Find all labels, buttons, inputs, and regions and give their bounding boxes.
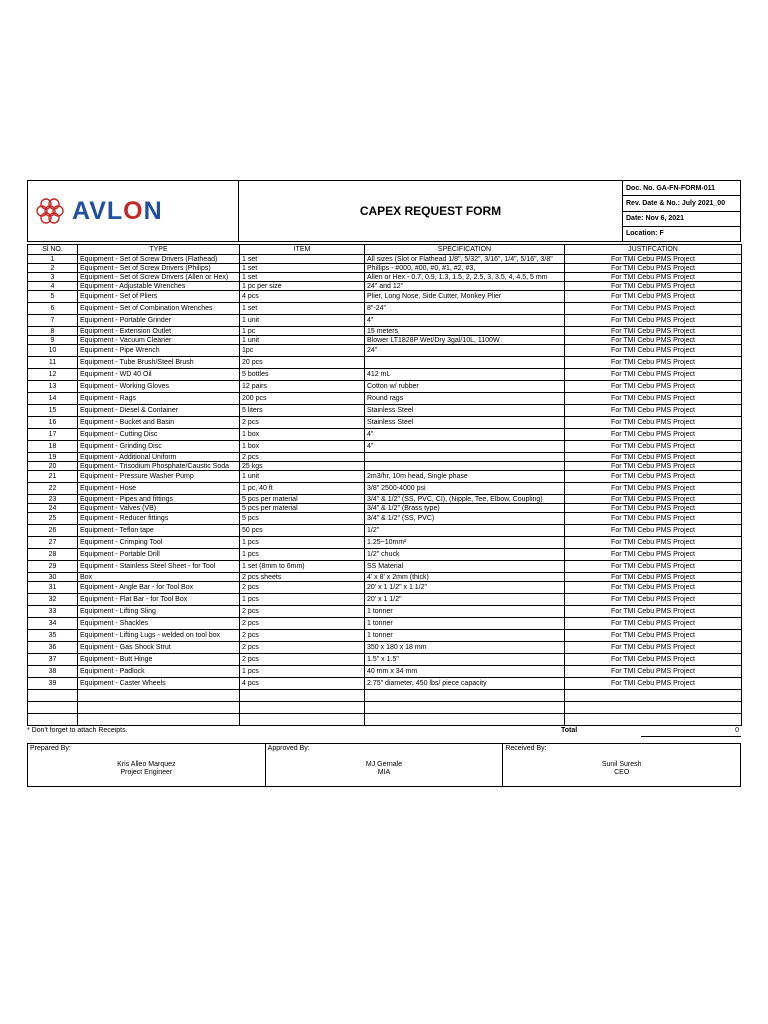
cell-justification: For TMI Cebu PMS Project [565,618,742,630]
cell-type: Equipment - Angle Bar - for Tool Box [78,582,240,594]
location: Location: F [626,230,664,238]
blank-row [28,690,742,702]
cell-specification: 40 mm x 34 mm [365,666,565,678]
cell-sl-no: 13 [28,381,78,393]
form-header [27,180,741,242]
cell-specification: Blower LT1828P Wet/Dry 3gal/10L, 1100W [365,336,565,345]
table-row [28,462,742,471]
cell-type: Equipment - Portable Drill [78,549,240,561]
cell-justification: For TMI Cebu PMS Project [565,405,742,417]
cell-specification: 3/4" & 1/2" (Brass type) [365,504,565,513]
table-row [28,417,742,429]
cell-item: 25 kgs [240,462,365,471]
blank-cell [240,690,365,702]
cell-type: Equipment - Rags [78,393,240,405]
signature-role: Project Engineer [120,769,173,776]
table-row [28,594,742,606]
signature-name: Kris Alleo Marquez [117,761,176,768]
cell-type: Equipment - Butt Hinge [78,654,240,666]
cell-item: 1 set [240,264,365,273]
cell-specification: 350 x 180 x 18 mm [365,642,565,654]
cell-specification: 20' x 1 1/2" x 1 1/2" [365,582,565,594]
cell-justification: For TMI Cebu PMS Project [565,666,742,678]
cell-justification: For TMI Cebu PMS Project [565,537,742,549]
table-row [28,429,742,441]
cell-item: 2 pcs [240,618,365,630]
cell-sl-no: 37 [28,654,78,666]
cell-sl-no: 17 [28,429,78,441]
cell-item: 1 box [240,441,365,453]
cell-specification: 1/2" [365,525,565,537]
cell-type: Equipment - Extension Outlet [78,327,240,336]
cell-justification: For TMI Cebu PMS Project [565,336,742,345]
cell-item: 50 pcs [240,525,365,537]
cell-type: Equipment - Set of Screw Drivers (Flathead) [78,255,240,264]
table-row [28,573,742,582]
cell-type: Equipment - Reducer fittings [78,513,240,525]
table-row [28,336,742,345]
table-row [28,282,742,291]
blank-cell [565,690,742,702]
table-row [28,357,742,369]
cell-item: 2 pcs [240,630,365,642]
cell-justification: For TMI Cebu PMS Project [565,513,742,525]
cell-justification: For TMI Cebu PMS Project [565,561,742,573]
cell-specification: 4" [365,441,565,453]
cell-specification: Stainless Steel [365,405,565,417]
avlon-emblem-icon [32,196,68,226]
cell-specification: 1 tonner [365,618,565,630]
cell-item: 5 pcs [240,513,365,525]
cell-type: Equipment - Caster Wheels [78,678,240,690]
cell-sl-no: 5 [28,291,78,303]
signature-block [27,743,741,787]
table-row [28,654,742,666]
table-row [28,405,742,417]
cell-item: 5 liters [240,405,365,417]
cell-sl-no: 22 [28,483,78,495]
cell-justification: For TMI Cebu PMS Project [565,282,742,291]
cell-item: 5 bottles [240,369,365,381]
cell-justification: For TMI Cebu PMS Project [565,255,742,264]
cell-item: 1 pcs [240,666,365,678]
cell-type: Equipment - Crimping Tool [78,537,240,549]
cell-specification: 2m3/hr, 10m head, Single phase [365,471,565,483]
cell-justification: For TMI Cebu PMS Project [565,381,742,393]
cell-justification: For TMI Cebu PMS Project [565,393,742,405]
cell-justification: For TMI Cebu PMS Project [565,525,742,537]
cell-type: Equipment - Grinding Disc [78,441,240,453]
cell-type: Equipment - Diesel & Container [78,405,240,417]
cell-justification: For TMI Cebu PMS Project [565,582,742,594]
cell-justification: For TMI Cebu PMS Project [565,453,742,462]
table-row [28,504,742,513]
cell-item: 1 pc [240,327,365,336]
cell-item: 1 box [240,429,365,441]
cell-justification: For TMI Cebu PMS Project [565,504,742,513]
cell-justification: For TMI Cebu PMS Project [565,549,742,561]
cell-specification: Stainless Steel [365,417,565,429]
cell-item: 5 pcs per material [240,504,365,513]
blank-row [28,714,742,726]
cell-justification: For TMI Cebu PMS Project [565,417,742,429]
revision: Rev. Date & No.: July 2021_00 [623,196,740,211]
table-row [28,441,742,453]
cell-sl-no: 18 [28,441,78,453]
blank-cell [240,702,365,714]
table-row [28,315,742,327]
cell-type: Equipment - Set of Screw Drivers (Philips) [78,264,240,273]
cell-item: 4 pcs [240,291,365,303]
items-table [27,244,742,726]
table-row [28,369,742,381]
cell-type: Equipment - Adjustable Wrenches [78,282,240,291]
table-row [28,327,742,336]
cell-specification: 4" [365,429,565,441]
table-row [28,345,742,357]
cell-justification: For TMI Cebu PMS Project [565,483,742,495]
cell-sl-no: 33 [28,606,78,618]
cell-type: Equipment - Pipes and fittings [78,495,240,504]
logo-wordmark: AVLON [72,196,163,225]
table-row [28,483,742,495]
capex-form [27,180,741,787]
col-justification: JUSTIFCATION [565,245,742,255]
form-date: Date: Nov 6, 2021 [623,212,740,227]
cell-justification: For TMI Cebu PMS Project [565,495,742,504]
cell-justification: For TMI Cebu PMS Project [565,678,742,690]
cell-specification: 2.75" diameter, 450 lbs/ piece capacity [365,678,565,690]
cell-type: Equipment - Hose [78,483,240,495]
cell-specification [365,357,565,369]
table-row [28,381,742,393]
blank-cell [365,690,565,702]
table-row [28,549,742,561]
cell-sl-no: 16 [28,417,78,429]
cell-item: 1 unit [240,315,365,327]
cell-item: 5 pcs per material [240,495,365,504]
cell-sl-no: 14 [28,393,78,405]
doc-info [623,181,740,241]
cell-sl-no: 27 [28,537,78,549]
cell-sl-no: 30 [28,573,78,582]
cell-specification: Cotton w/ rubber [365,381,565,393]
cell-type: Equipment - Flat Bar - for Tool Box [78,594,240,606]
cell-sl-no: 28 [28,549,78,561]
cell-item: 1 unit [240,336,365,345]
cell-sl-no: 19 [28,453,78,462]
cell-sl-no: 4 [28,282,78,291]
cell-type: Equipment - WD 40 Oil [78,369,240,381]
cell-type: Equipment - Vacuum Cleaner [78,336,240,345]
cell-justification: For TMI Cebu PMS Project [565,357,742,369]
cell-item: 20 pcs [240,357,365,369]
blank-cell [565,714,742,726]
receipt-note: * Don't forget to attach Receipts. [27,727,128,734]
signature-received [503,744,740,786]
cell-sl-no: 25 [28,513,78,525]
cell-sl-no: 38 [28,666,78,678]
signature-role: CEO [614,769,630,776]
col-item: ITEM [240,245,365,255]
total-value: 0 [641,727,741,737]
cell-item: 12 pairs [240,381,365,393]
cell-type: Box [78,573,240,582]
cell-item: 1 pcs [240,549,365,561]
cell-specification: 3/8" 2500-4000 psi [365,483,565,495]
table-row [28,471,742,483]
cell-item: 2 pcs sheets [240,573,365,582]
cell-sl-no: 6 [28,303,78,315]
cell-type: Equipment - Shackles [78,618,240,630]
cell-item: 1 set [240,255,365,264]
cell-item: 1 pcs [240,537,365,549]
cell-specification: 412 mL [365,369,565,381]
cell-sl-no: 26 [28,525,78,537]
cell-specification: Allen or Hex - 0.7, 0.9, 1.3, 1.5, 2, 2.5, 3, 3.5, 4, 4.5, 5 mm [365,273,565,282]
cell-justification: For TMI Cebu PMS Project [565,462,742,471]
cell-specification: 8"-24" [365,303,565,315]
table-row [28,453,742,462]
cell-type: Equipment - Tube Brush/Steel Brush [78,357,240,369]
blank-cell [28,690,78,702]
cell-sl-no: 3 [28,273,78,282]
cell-type: Equipment - Lifting Lugs - welded on tool box [78,630,240,642]
cell-type: Equipment - Set of Screw Drivers (Allen or Hex) [78,273,240,282]
table-footer [27,727,741,737]
cell-justification: For TMI Cebu PMS Project [565,441,742,453]
cell-item: 1 pcs [240,594,365,606]
cell-specification: 1/2" chuck [365,549,565,561]
cell-item: 1 set [240,303,365,315]
cell-specification [365,453,565,462]
doc-number: Doc. No. GA-FN-FORM-011 [623,181,740,196]
blank-cell [565,702,742,714]
cell-justification: For TMI Cebu PMS Project [565,471,742,483]
cell-justification: For TMI Cebu PMS Project [565,315,742,327]
blank-cell [365,714,565,726]
cell-sl-no: 21 [28,471,78,483]
table-row [28,255,742,264]
cell-type: Equipment - Set of Combination Wrenches [78,303,240,315]
cell-sl-no: 24 [28,504,78,513]
cell-sl-no: 1 [28,255,78,264]
cell-type: Equipment - Bucket and Basin [78,417,240,429]
cell-justification: For TMI Cebu PMS Project [565,654,742,666]
table-row [28,630,742,642]
cell-justification: For TMI Cebu PMS Project [565,594,742,606]
signature-caption: Prepared By: [30,745,71,752]
cell-justification: For TMI Cebu PMS Project [565,606,742,618]
cell-type: Equipment - Set of Pliers [78,291,240,303]
cell-sl-no: 10 [28,345,78,357]
cell-specification: 4' x 8' x 2mm (thick) [365,573,565,582]
cell-justification: For TMI Cebu PMS Project [565,303,742,315]
total-box [561,727,741,737]
cell-specification: 20' x 1 1/2" [365,594,565,606]
cell-item: 1 set (8mm to 6mm) [240,561,365,573]
table-row [28,666,742,678]
blank-cell [365,702,565,714]
cell-type: Equipment - Portable Grinder [78,315,240,327]
cell-item: 1 set [240,273,365,282]
cell-type: Equipment - Teflon tape [78,525,240,537]
table-row [28,273,742,282]
company-logo [28,181,239,241]
cell-specification: 24" and 12" [365,282,565,291]
table-row [28,537,742,549]
table-header-row [28,245,742,255]
blank-cell [28,714,78,726]
cell-sl-no: 12 [28,369,78,381]
cell-justification: For TMI Cebu PMS Project [565,573,742,582]
blank-cell [78,714,240,726]
signature-approved [266,744,504,786]
signature-caption: Received By: [505,745,547,752]
blank-cell [78,702,240,714]
cell-specification: 3/4" & 1/2" (SS, PVC) [365,513,565,525]
col-type: TYPE [78,245,240,255]
cell-justification: For TMI Cebu PMS Project [565,291,742,303]
total-label: Total [561,727,578,734]
cell-item: 2 pcs [240,642,365,654]
cell-type: Equipment - Working Gloves [78,381,240,393]
cell-specification [365,462,565,471]
cell-specification: Phillips - #000, #00, #0, #1, #2, #3, [365,264,565,273]
cell-type: Equipment - Lifting Sling [78,606,240,618]
cell-justification: For TMI Cebu PMS Project [565,630,742,642]
cell-sl-no: 20 [28,462,78,471]
cell-item: 2 pcs [240,582,365,594]
cell-specification: 1.5" x 1.5" [365,654,565,666]
table-body [28,255,742,726]
cell-sl-no: 7 [28,315,78,327]
table-row [28,495,742,504]
cell-item: 2 pcs [240,606,365,618]
cell-specification: 1 tonner [365,606,565,618]
blank-row [28,702,742,714]
cell-specification: SS Material [365,561,565,573]
col-specification: SPECIFICATION [365,245,565,255]
cell-justification: For TMI Cebu PMS Project [565,264,742,273]
cell-sl-no: 29 [28,561,78,573]
signature-caption: Approved By: [267,745,310,752]
cell-type: Equipment - Valves (VB) [78,504,240,513]
cell-sl-no: 39 [28,678,78,690]
cell-justification: For TMI Cebu PMS Project [565,429,742,441]
cell-justification: For TMI Cebu PMS Project [565,273,742,282]
signature-role: MIA [377,769,391,776]
table-row [28,582,742,594]
col-sl-no: Sl NO. [28,245,78,255]
table-row [28,678,742,690]
table-row [28,264,742,273]
cell-item: 2 pcs [240,417,365,429]
signature-name: MJ Gernale [365,761,403,768]
cell-justification: For TMI Cebu PMS Project [565,642,742,654]
cell-sl-no: 35 [28,630,78,642]
table-row [28,513,742,525]
cell-specification: 15 meters [365,327,565,336]
cell-specification: Plier, Long Nose, Side Cutter, Monkey Plier [365,291,565,303]
blank-cell [240,714,365,726]
cell-type: Equipment - Gas Shock Strut [78,642,240,654]
cell-item: 1 pc, 40 ft [240,483,365,495]
cell-justification: For TMI Cebu PMS Project [565,369,742,381]
cell-specification: Round rags [365,393,565,405]
signature-prepared [28,744,266,786]
table-row [28,303,742,315]
blank-cell [28,702,78,714]
cell-type: Equipment - Cutting Disc [78,429,240,441]
cell-item: 1 pc per size [240,282,365,291]
table-row [28,291,742,303]
cell-item: 2 pcs [240,453,365,462]
cell-justification: For TMI Cebu PMS Project [565,345,742,357]
cell-type: Equipment - Padlock [78,666,240,678]
cell-sl-no: 34 [28,618,78,630]
cell-specification: 24" [365,345,565,357]
table-row [28,393,742,405]
cell-item: 4 pcs [240,678,365,690]
cell-justification: For TMI Cebu PMS Project [565,327,742,336]
cell-item: 1pc [240,345,365,357]
cell-specification: 4" [365,315,565,327]
cell-sl-no: 2 [28,264,78,273]
blank-cell [78,690,240,702]
cell-item: 1 unit [240,471,365,483]
cell-sl-no: 15 [28,405,78,417]
cell-item: 200 pcs [240,393,365,405]
cell-sl-no: 32 [28,594,78,606]
cell-sl-no: 36 [28,642,78,654]
cell-type: Equipment - Stainless Steel Sheet - for Tool [78,561,240,573]
table-row [28,525,742,537]
cell-type: Equipment - Additional Uniform [78,453,240,462]
cell-item: 2 pcs [240,654,365,666]
cell-type: Equipment - Pressure Washer Pump [78,471,240,483]
table-row [28,618,742,630]
cell-specification: 1.25~10mm² [365,537,565,549]
cell-sl-no: 23 [28,495,78,504]
table-row [28,642,742,654]
cell-sl-no: 8 [28,327,78,336]
cell-sl-no: 31 [28,582,78,594]
cell-sl-no: 11 [28,357,78,369]
cell-sl-no: 9 [28,336,78,345]
cell-specification: 3/4" & 1/2" (SS, PVC, CI), (Nipple, Tee, Elbow, Coupling) [365,495,565,504]
table-row [28,561,742,573]
cell-specification: 1 tonner [365,630,565,642]
table-row [28,606,742,618]
form-title: CAPEX REQUEST FORM [239,181,623,241]
cell-specification: All sizes (Slot or Flathead 1/8", 5/32", 3/16", 1/4", 5/16", 3/8" [365,255,565,264]
signature-name: Sunil Suresh [601,761,642,768]
cell-type: Equipment - Trisodium Phosphate/Caustic Soda [78,462,240,471]
cell-type: Equipment - Pipe Wrench [78,345,240,357]
